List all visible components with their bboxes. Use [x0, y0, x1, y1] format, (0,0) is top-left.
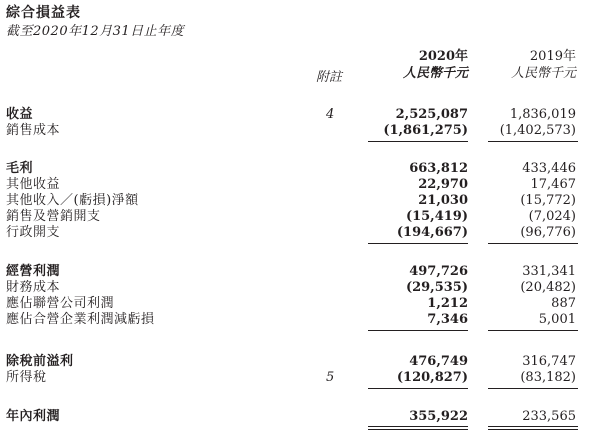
row-label: 其他收益	[6, 177, 61, 192]
row-value-2020: 22,970	[418, 177, 468, 192]
subtotal-rule-2020	[368, 243, 468, 244]
row-label: 財務成本	[6, 280, 61, 295]
subtotal-rule-2020	[368, 330, 468, 331]
page-title: 綜合損益表	[6, 5, 81, 21]
row-value-2019: (20,482)	[520, 280, 576, 295]
row-value-2020: (120,827)	[396, 370, 468, 385]
row-label: 年內利潤	[6, 409, 61, 424]
row-label: 經營利潤	[6, 264, 61, 279]
row-label: 其他收入／(虧損)淨額	[6, 193, 139, 208]
statement-row	[0, 369, 600, 386]
row-value-2020: (29,535)	[405, 280, 468, 295]
subtotal-rule-2019	[488, 388, 578, 389]
row-label: 應佔合營企業利潤減虧損	[6, 312, 155, 327]
row-label: 除稅前溢利	[6, 354, 74, 369]
row-value-2020: 663,812	[409, 161, 468, 176]
row-value-2019: 5,001	[538, 312, 576, 327]
column-header-2020	[403, 48, 468, 82]
row-value-2020: 476,749	[409, 354, 468, 369]
column-header-2020-unit: 人民幣千元	[402, 66, 468, 81]
statement-row	[0, 208, 600, 225]
statement-row	[0, 160, 600, 177]
subtotal-rule-2019	[488, 330, 578, 331]
row-value-2020: 355,922	[409, 409, 468, 424]
statement-row	[0, 106, 600, 123]
row-value-2019: 887	[551, 296, 576, 311]
row-value-2020: 1,212	[427, 296, 468, 311]
column-header-2019	[511, 48, 576, 82]
row-label: 應佔聯營公司利潤	[6, 296, 115, 311]
row-value-2020: 2,525,087	[395, 107, 468, 122]
statement-row	[0, 353, 600, 370]
subtotal-rule-2020	[368, 141, 468, 142]
row-value-2019: (96,776)	[520, 225, 576, 240]
row-value-2020: 21,030	[418, 193, 468, 208]
row-note: 4	[326, 107, 335, 122]
row-value-2019: 433,446	[522, 161, 576, 176]
statement-row	[0, 408, 600, 425]
row-label: 所得稅	[6, 370, 47, 385]
row-value-2019: (1,402,573)	[499, 123, 576, 138]
row-label: 毛利	[6, 161, 34, 176]
row-label: 行政開支	[6, 225, 61, 240]
row-value-2020: (194,667)	[396, 225, 468, 240]
column-header-2019-year: 2019年	[529, 49, 576, 64]
statement-row	[0, 224, 600, 241]
statement-row	[0, 192, 600, 209]
row-value-2019: (7,024)	[528, 209, 576, 224]
subtotal-rule-2019	[488, 243, 578, 244]
row-value-2019: 316,747	[522, 354, 576, 369]
row-label: 銷售及營銷開支	[6, 209, 101, 224]
total-double-rule-2019	[488, 426, 578, 430]
row-value-2020: 7,346	[427, 312, 468, 327]
row-value-2020: 497,726	[409, 264, 468, 279]
row-label: 銷售成本	[6, 123, 61, 138]
row-note: 5	[326, 370, 335, 385]
row-value-2019: (83,182)	[520, 370, 576, 385]
total-double-rule-2020	[368, 426, 468, 430]
row-label: 收益	[6, 107, 34, 122]
subtotal-rule-2019	[488, 141, 578, 142]
column-header-2019-unit: 人民幣千元	[510, 66, 576, 81]
row-value-2019: (15,772)	[520, 193, 576, 208]
statement-row	[0, 263, 600, 280]
column-header-2020-year: 2020年	[418, 49, 468, 64]
row-value-2019: 1,836,019	[509, 107, 576, 122]
row-value-2019: 17,467	[530, 177, 576, 192]
row-value-2019: 331,341	[522, 264, 576, 279]
page-subtitle: 截至2020年12月31日止年度	[6, 24, 185, 39]
column-header-note: 附註	[316, 70, 343, 85]
statement-row	[0, 311, 600, 328]
statement-row	[0, 176, 600, 193]
statement-row	[0, 279, 600, 296]
statement-row	[0, 122, 600, 139]
row-value-2020: (15,419)	[405, 209, 468, 224]
row-value-2020: (1,861,275)	[383, 123, 468, 138]
row-value-2019: 233,565	[522, 409, 576, 424]
statement-row	[0, 295, 600, 312]
subtotal-rule-2020	[368, 388, 468, 389]
